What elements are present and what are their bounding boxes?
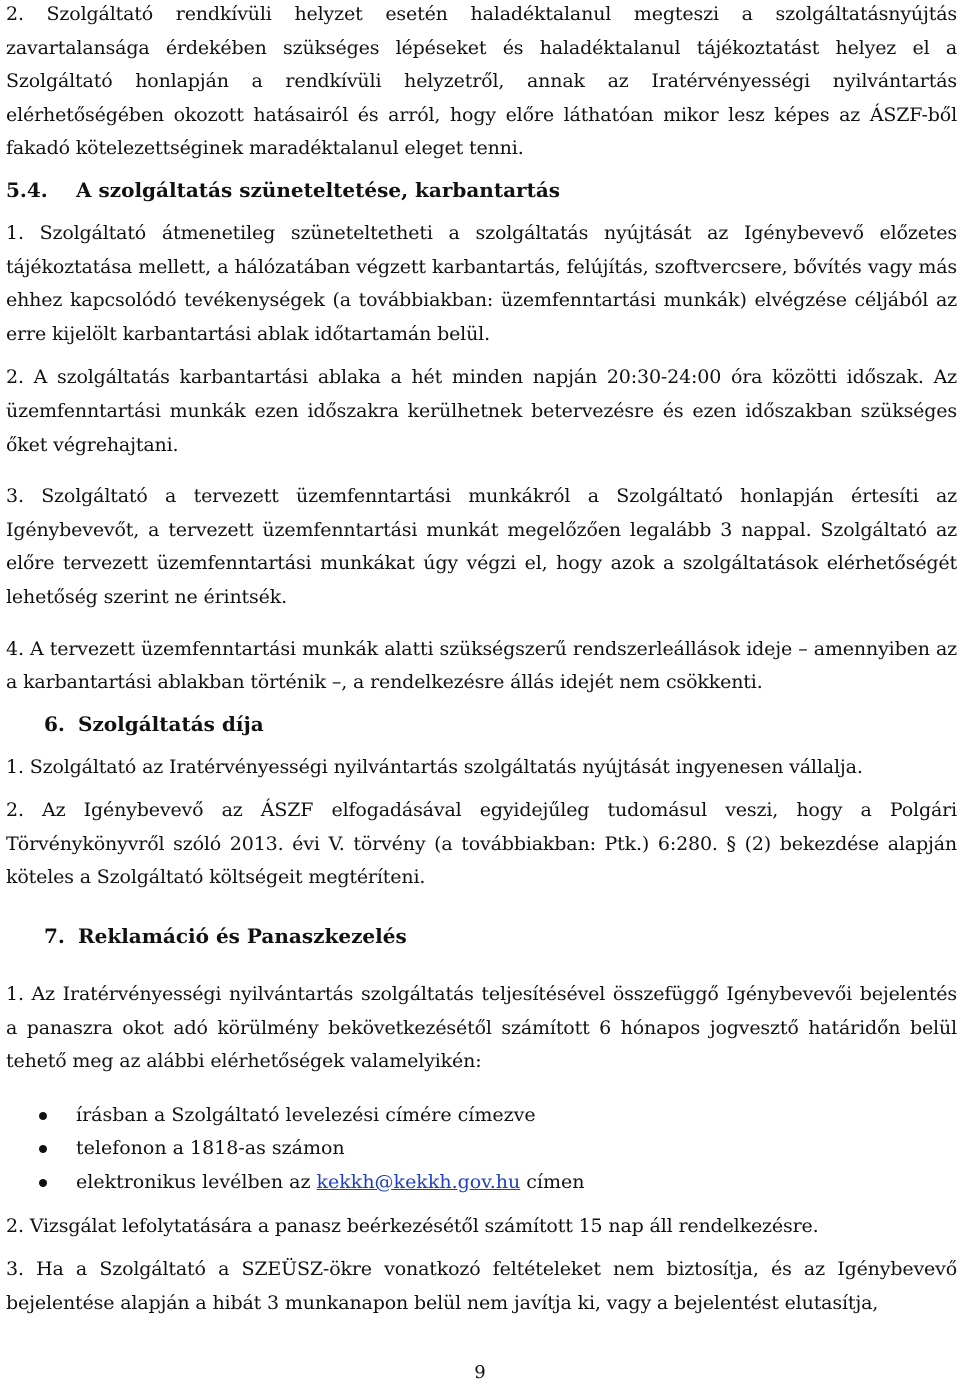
paragraph-fee-1: 1. Szolgáltató az Iratérvényességi nyilvántartás szolgáltatás nyújtását ingyenesen vállalja. xyxy=(6,755,863,778)
section-number: 5.4. xyxy=(6,177,48,202)
section-heading-5-4 xyxy=(6,174,957,207)
paragraph-suspension-1: 1. Szolgáltató átmenetileg szüneteltetheti a szolgáltatás nyújtását az Igénybevevő előzetes tájékoztatása mellett, a hálózatában végzett karbantartás, felújítás, szoftvercsere, bővítés vagy más ehhez kapcsolódó tevékenységek (a továbbiakban: üzemfenntartási munkák) elvégzése céljából az erre kijelölt karbantartási ablak időtartamán belül. xyxy=(6,221,957,345)
section-heading-6 xyxy=(44,708,957,741)
section-title: A szolgáltatás szüneteltetése, karbantartás xyxy=(76,177,561,202)
section-number: 7. xyxy=(44,924,65,949)
section-title: Szolgáltatás díja xyxy=(78,711,264,736)
bullet-icon xyxy=(39,1112,47,1120)
bullet-icon xyxy=(39,1179,47,1187)
paragraph-complaint-1: 1. Az Iratérvényességi nyilvántartás szolgáltatás teljesítésével összefüggő Igénybevevői bejelentés a panaszra okot adó körülmény bekövetkezésétől számított 6 hónapos jogvesztő határidőn belül tehető meg az alábbi elérhetőségek valamelyikén: xyxy=(6,983,957,1073)
paragraph-complaint-2: 2. Vizsgálat lefolytatására a panasz beérkezésétől számított 15 nap áll rendelkezésre. xyxy=(6,1214,819,1237)
list-item xyxy=(6,1166,957,1200)
email-link[interactable]: kekkh@kekkh.gov.hu xyxy=(316,1171,521,1194)
bullet-icon xyxy=(39,1145,47,1153)
list-item xyxy=(6,1099,957,1133)
page-number: 9 xyxy=(474,1362,486,1383)
section-title: Reklamáció és Panaszkezelés xyxy=(78,924,407,949)
paragraph-suspension-3: 3. Szolgáltató a tervezett üzemfenntartási munkákról a Szolgáltató honlapján értesíti az Igénybevevőt, a tervezett üzemfenntartási munkát megelőzően legalább 3 nappal. Szolgáltató az előre tervezett üzemfenntartási munkákat úgy végzi el, hogy azok a szolgáltatások elérhetőségét lehetőség szerint ne érintsék. xyxy=(6,485,957,608)
list-item-text-suffix: címen xyxy=(520,1171,585,1194)
list-item xyxy=(6,1132,957,1166)
list-item-text-prefix: elektronikus levélben az xyxy=(76,1171,317,1194)
document-page xyxy=(6,0,957,1320)
list-item-text: telefonon a 1818-as számon xyxy=(76,1137,345,1160)
paragraph-fee-2: 2. Az Igénybevevő az ÁSZF elfogadásával egyidejűleg tudomásul veszi, hogy a Polgári Törvénykönyvről szóló 2013. évi V. törvény (a továbbiakban: Ptk.) 6:280. § (2) bekezdése alapján köteles a Szolgáltató költségeit megtéríteni. xyxy=(6,799,957,889)
paragraph-emergency: 2. Szolgáltató rendkívüli helyzet esetén haladéktalanul megteszi a szolgáltatásnyújtás zavartalansága érdekében szükséges lépéseket és haladéktalanul tájékoztatást helyez el a Szolgáltató honlapján a rendkívüli helyzetről, annak az Iratérvényességi nyilvántartás elérhetőségében okozott hatásairól és arról, hogy előre láthatóan mikor lesz képes az ÁSZF-ből fakadó kötelezettséginek maradéktalanul eleget tenni. xyxy=(6,3,957,160)
list-item-text: írásban a Szolgáltató levelezési címére címezve xyxy=(76,1103,536,1126)
paragraph-complaint-3: 3. Ha a Szolgáltató a SZEÜSZ-ökre vonatkozó feltételeket nem biztosítja, és az Igénybevevő bejelentése alapján a hibát 3 munkanapon belül nem javítja ki, vagy a bejelentést elutasítja, xyxy=(6,1258,957,1314)
contact-options-list xyxy=(6,1099,957,1200)
paragraph-suspension-4: 4. A tervezett üzemfenntartási munkák alatti szükségszerű rendszerleállások ideje – amennyiben az a karbantartási ablakban történik –, a rendelkezésre állás idejét nem csökkenti. xyxy=(6,637,957,694)
section-number: 6. xyxy=(44,711,65,736)
paragraph-suspension-2: 2. A szolgáltatás karbantartási ablaka a hét minden napján 20:30-24:00 óra közötti időszak. Az üzemfenntartási munkák ezen időszakra kerülhetnek betervezésre és ezen időszakban szükséges őket végrehajtani. xyxy=(6,366,957,456)
section-heading-7 xyxy=(44,920,957,953)
